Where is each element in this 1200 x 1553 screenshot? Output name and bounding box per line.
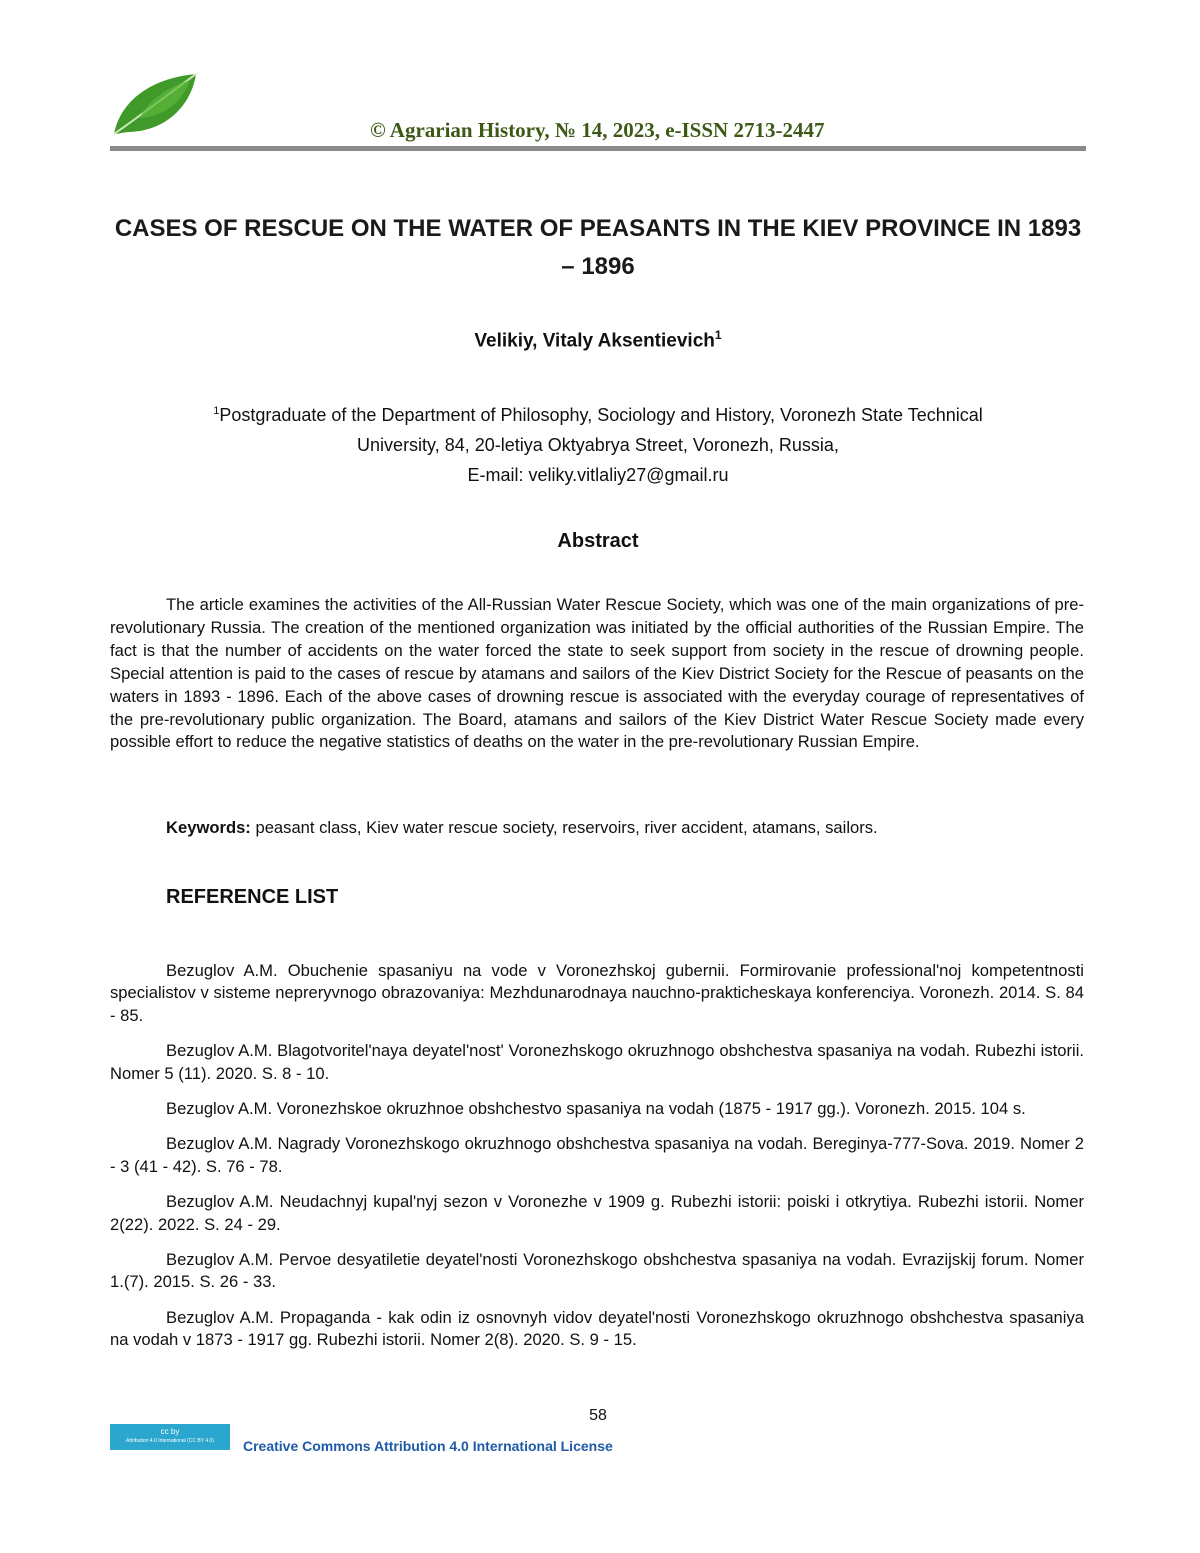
article-title: CASES OF RESCUE ON THE WATER OF PEASANTS IN THE KIEV PROVINCE IN 1893 – 1896 xyxy=(114,215,1082,280)
journal-header: © Agrarian History, № 14, 2023, e-ISSN 2713-2447 xyxy=(370,118,825,142)
author-name: Velikiy, Vitaly Aksentievich$^1$ xyxy=(474,328,722,352)
reference-list xyxy=(110,960,1084,1365)
author-affiliation: $^1$Postgraduate of the Department of Philosophy, Sociology and History, Voronezh State Technical University, 84, 20-letiya Oktyabrya Street, Voronezh, Russia, E-mail: veliky.vitlaliy27@gmail.ru xyxy=(110,396,1086,490)
cc-icon: cc by xyxy=(160,1427,180,1436)
green-leaf-icon xyxy=(110,72,202,138)
reference-item: Bezuglov A.M. Pervoe desyatiletie deyatel'nosti Voronezhskogo obshchestva spasaniya na vodah. Evrazijskij forum. Nomer 1.(7). 2015. S. 26 - 33. xyxy=(110,1250,1084,1292)
reference-item: Bezuglov A.M. Propaganda - kak odin iz osnovnyh vidov deyatel'nosti Voronezhskogo okruzhnogo obshchestva spasaniya na vodah v 1873 - 1917 gg. Rubezhi istorii. Nomer 2(8). 2020. S. 9 - 15. xyxy=(110,1307,1084,1350)
page-number: 58 xyxy=(589,1407,607,1424)
keywords: Keywords: peasant class, Kiev water rescue society, reservoirs, river accident, atamans, sailors. xyxy=(166,818,878,837)
reference-list-heading: REFERENCE LIST xyxy=(166,886,339,908)
reference-item: Bezuglov A.M. Blagotvoritel'naya deyatel'nost' Voronezhskogo okruzhnogo obshchestva spasaniya na vodah. Rubezhi istorii. Nomer 5 (11). 2020. S. 8 - 10. xyxy=(110,1041,1084,1083)
license-link[interactable]: Creative Commons Attribution 4.0 International License xyxy=(243,1438,613,1454)
cc-by-badge[interactable]: cc by Attribution 4.0 International (CC BY 4.0) xyxy=(110,1424,230,1450)
reference-item: Bezuglov A.M. Obuchenie spasaniyu na vode v Voronezhskoj gubernii. Formirovanie professional'noj kompetentnosti specialistov v sisteme nepreryvnogo obrazovaniya: Mezhdunarodnaya nauchno-prakticheskaya konferenciya. Voronezh. 2014. S. 84 - 85. xyxy=(110,961,1084,1025)
author-email: E-mail: veliky.vitlaliy27@gmail.ru xyxy=(467,465,729,485)
reference-item: Bezuglov A.M. Nagrady Voronezhskogo okruzhnogo obshchestva spasaniya na vodah. Bereginya-777-Sova. 2019. Nomer 2 - 3 (41 - 42). S. 76 - 78. xyxy=(110,1134,1084,1176)
abstract-text: The article examines the activities of the All-Russian Water Rescue Society, which was one of the main organizations of pre-revolutionary Russia. The creation of the mentioned organization was initiated by the official authorities of the Russian Empire. The fact is that the number of accidents on the water forced the state to seek support from society in the rescue of drowning people. Special attention is paid to the cases of rescue by atamans and sailors of the Kiev District Society for the Rescue of peasants on the waters in 1893 - 1896. Each of the above cases of drowning rescue is associated with the everyday courage of representatives of the pre-revolutionary public organization. The Board, atamans and sailors of the Kiev District Water Rescue Society made every possible effort to reduce the negative statistics of deaths on the water in the pre-revolutionary Russian Empire. xyxy=(110,595,1084,752)
reference-item: Bezuglov A.M. Voronezhskoe okruzhnoe obshchestvo spasaniya na vodah (1875 - 1917 gg.). Voronezh. 2015. 104 s. xyxy=(166,1099,1026,1119)
abstract-heading: Abstract xyxy=(557,530,639,552)
header-rule xyxy=(110,146,1086,151)
reference-item: Bezuglov A.M. Neudachnyj kupal'nyj sezon v Voronezhe v 1909 g. Rubezhi istorii: poiski i otkrytiya. Rubezhi istorii. Nomer 2(22). 2022. S. 24 - 29. xyxy=(110,1192,1084,1234)
